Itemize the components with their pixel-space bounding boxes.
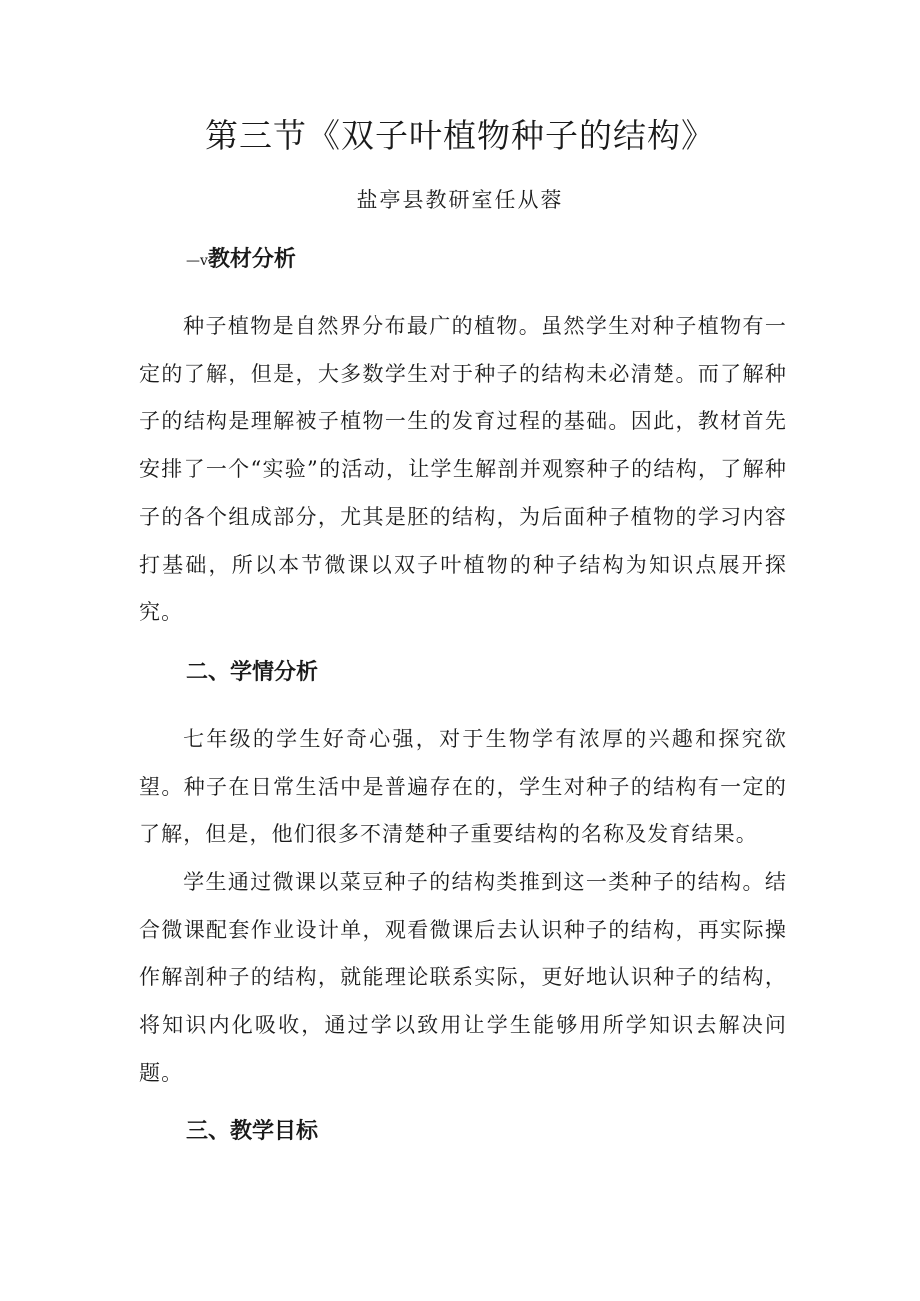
paragraph: 种子植物是自然界分布最广的植物。虽然学生对种子植物有一定的了解，但是，大多数学生对于种子的结构未必清楚。而了解种子的结构是理解被子植物一生的发育过程的基础。因此，教材首先安排了一个“实验”的活动，让学生解剖并观察种子的结构，了解种子的各个组成部分，尤其是胚的结构，为后面种子植物的学习内容打基础，所以本节微课以双子叶植物的种子结构为知识点展开探究。	[139, 314, 787, 625]
document-title: 第三节《双子叶植物种子的结构》	[205, 116, 715, 155]
section-heading-text: 教材分析	[207, 247, 296, 272]
section-heading-student-analysis: 二、学情分析	[186, 660, 319, 685]
section-number-prefix: —v	[186, 253, 208, 269]
section-heading-teaching-goals: 三、教学目标	[186, 1119, 319, 1144]
author-line: 盐亭县教研室任从蓉	[356, 188, 564, 212]
section-heading-textbook-analysis	[186, 243, 296, 278]
paragraph: 学生通过微课以菜豆种子的结构类推到这一类种子的结构。结合微课配套作业设计单，观看微课后去认识种子的结构，再实际操作解剖种子的结构，就能理论联系实际，更好地认识种子的结构，将知识内化吸收，通过学以致用让学生能够用所学知识去解决问题。	[139, 870, 787, 1085]
paragraph: 七年级的学生好奇心强，对于生物学有浓厚的兴趣和探究欲望。种子在日常生活中是普遍存在的，学生对种子的结构有一定的了解，但是，他们很多不清楚种子重要结构的名称及发育结果。	[139, 727, 787, 847]
